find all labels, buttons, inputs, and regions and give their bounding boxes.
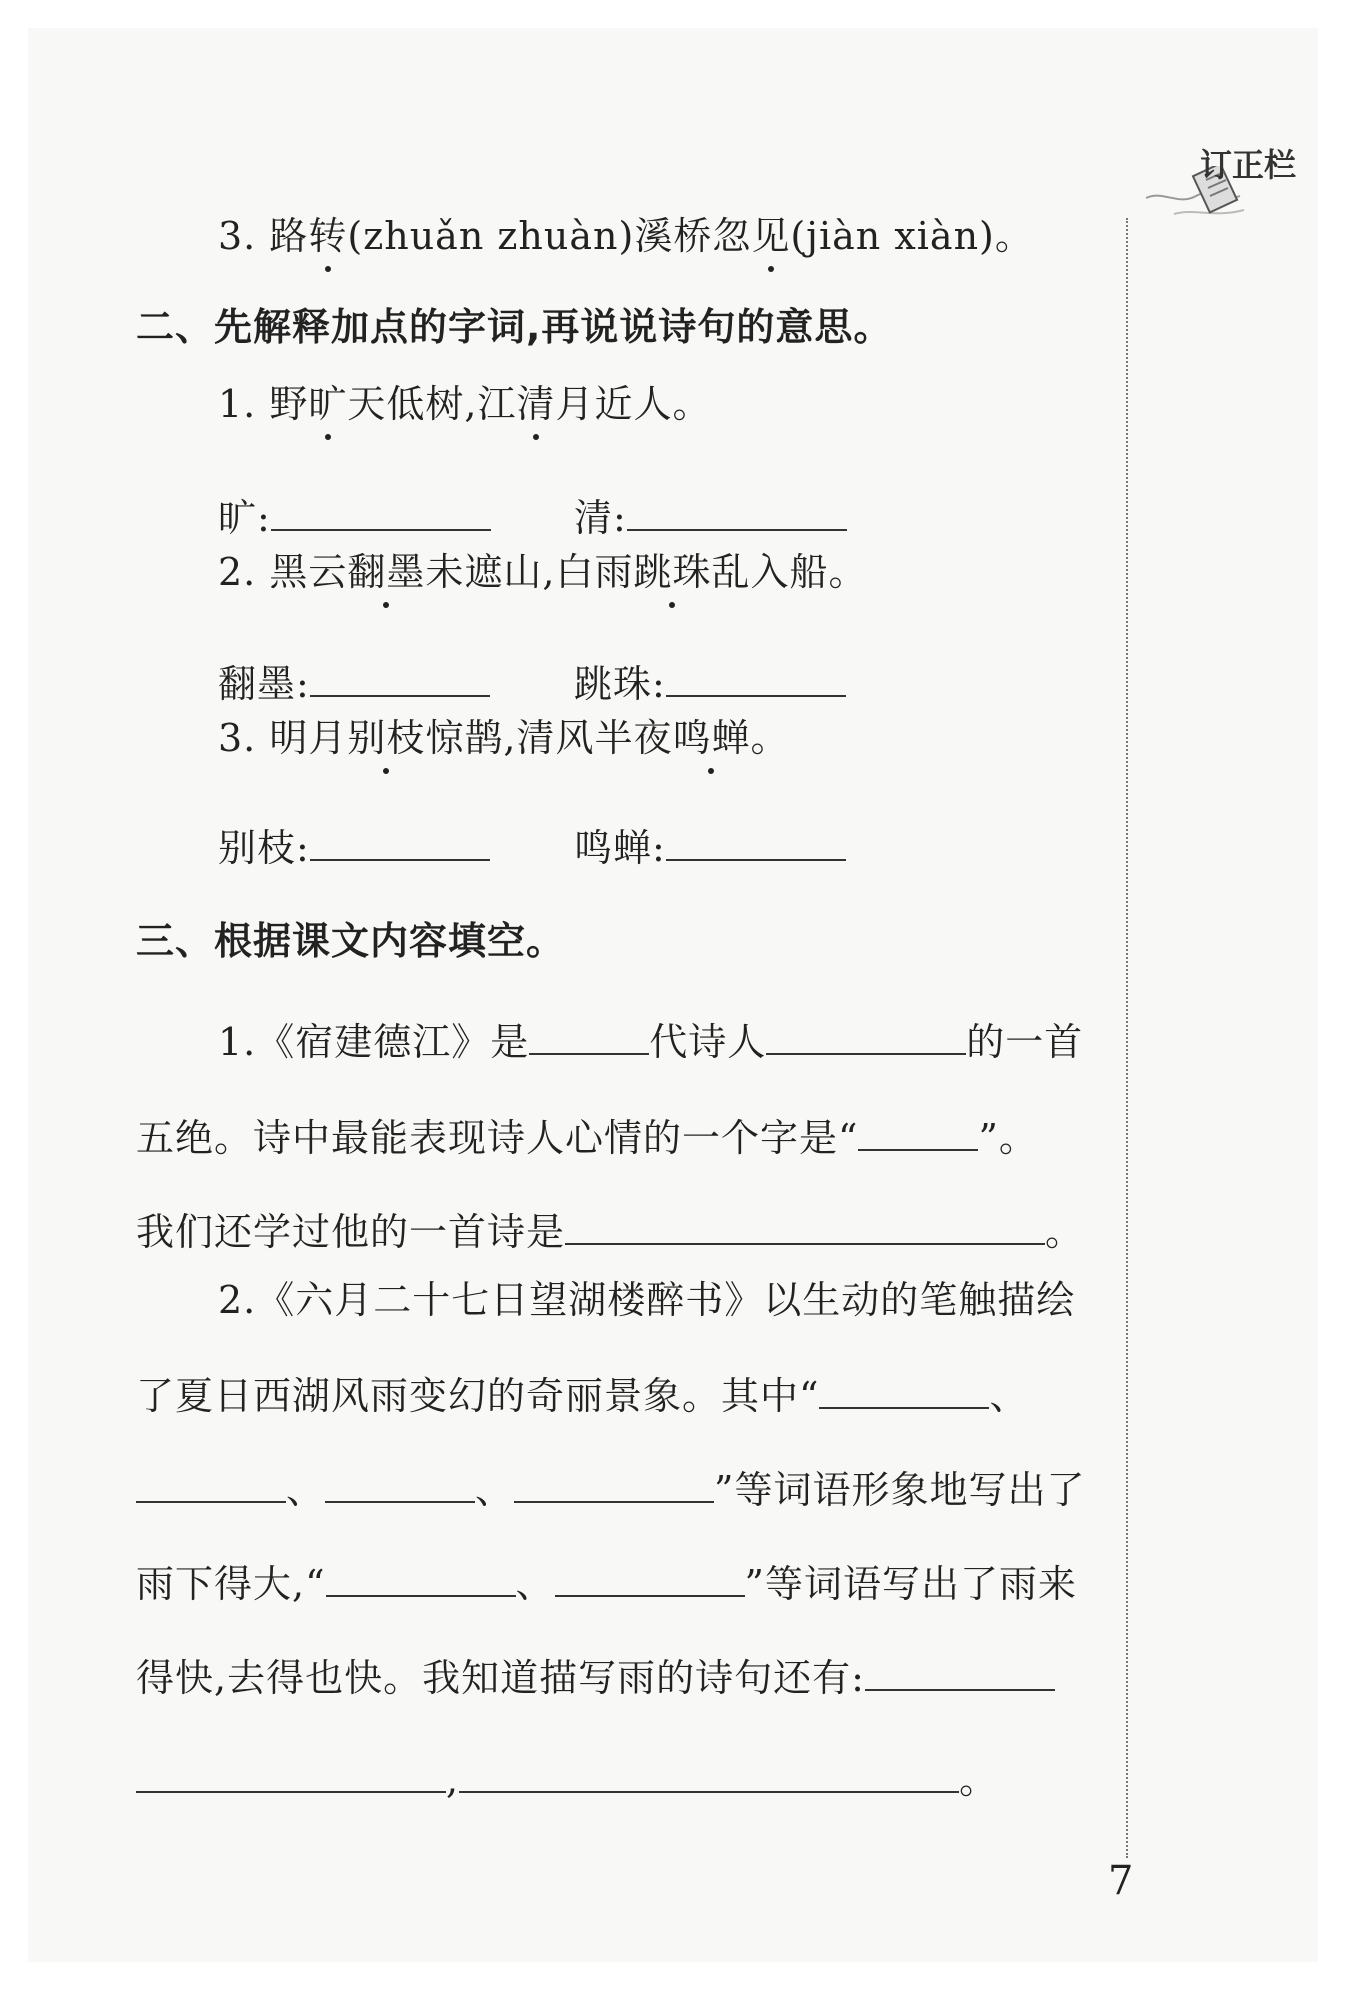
correction-column-label: 订正栏 <box>1200 146 1297 184</box>
s3-p2-line4: 雨下得大,“ 、 ”等词语写出了雨来 <box>136 1562 1077 1606</box>
section-3-title: 三、根据课文内容填空。 <box>136 919 566 963</box>
section-2-line-2: 2. 黑云翻墨未遮山,白雨跳珠乱入船。 <box>218 550 868 594</box>
answer-row-3b: 鸣蝉: <box>574 824 846 872</box>
pinyin-question-3: 3. 路转(zhuǎn zhuàn)溪桥忽见(jiàn xiàn)。 <box>218 214 1034 258</box>
answer-row-1: 旷: <box>218 494 491 542</box>
s3-p2-line1: 2.《六月二十七日望湖楼醉书》以生动的笔触描绘 <box>218 1278 1076 1322</box>
blank-field[interactable] <box>271 499 491 531</box>
blank-field[interactable] <box>310 829 490 861</box>
worksheet-page <box>28 28 1318 1962</box>
answer-row-3: 别枝: <box>218 824 490 872</box>
s3-p2-line6: , 。 <box>136 1756 998 1804</box>
s3-p2-line2: 了夏日西湖风雨变幻的奇丽景象。其中“ 、 <box>136 1374 1029 1418</box>
section-2-line-3: 3. 明月别枝惊鹊,清风半夜鸣蝉。 <box>218 716 790 760</box>
blank-field[interactable] <box>666 829 846 861</box>
blank-field[interactable] <box>627 499 847 531</box>
section-2-title: 二、先解释加点的字词,再说说诗句的意思。 <box>136 305 893 349</box>
s3-p1-line1: 1.《宿建德江》是 代诗人 的一首 <box>218 1020 1084 1064</box>
page-number: 7 <box>1108 1858 1134 1904</box>
answer-row-1b: 清: <box>574 494 847 542</box>
s3-p1-line2: 五绝。诗中最能表现诗人心情的一个字是“ ”。 <box>136 1116 1038 1160</box>
section-2-line-1: 1. 野旷天低树,江清月近人。 <box>218 382 712 426</box>
answer-row-2b: 跳珠: <box>574 660 846 708</box>
correction-column-divider <box>1126 218 1128 1858</box>
answer-row-2: 翻墨: <box>218 660 490 708</box>
dotted-char: 见 <box>751 214 791 258</box>
blank-field[interactable] <box>666 665 846 697</box>
s3-p1-line3: 我们还学过他的一首诗是 。 <box>136 1210 1085 1254</box>
s3-p2-line3: 、 、 ”等词语形象地写出了 <box>136 1466 1085 1514</box>
s3-p2-line5: 得快,去得也快。我知道描写雨的诗句还有: <box>136 1654 1055 1702</box>
blank-field[interactable] <box>310 665 490 697</box>
dotted-char: 转 <box>308 214 348 258</box>
